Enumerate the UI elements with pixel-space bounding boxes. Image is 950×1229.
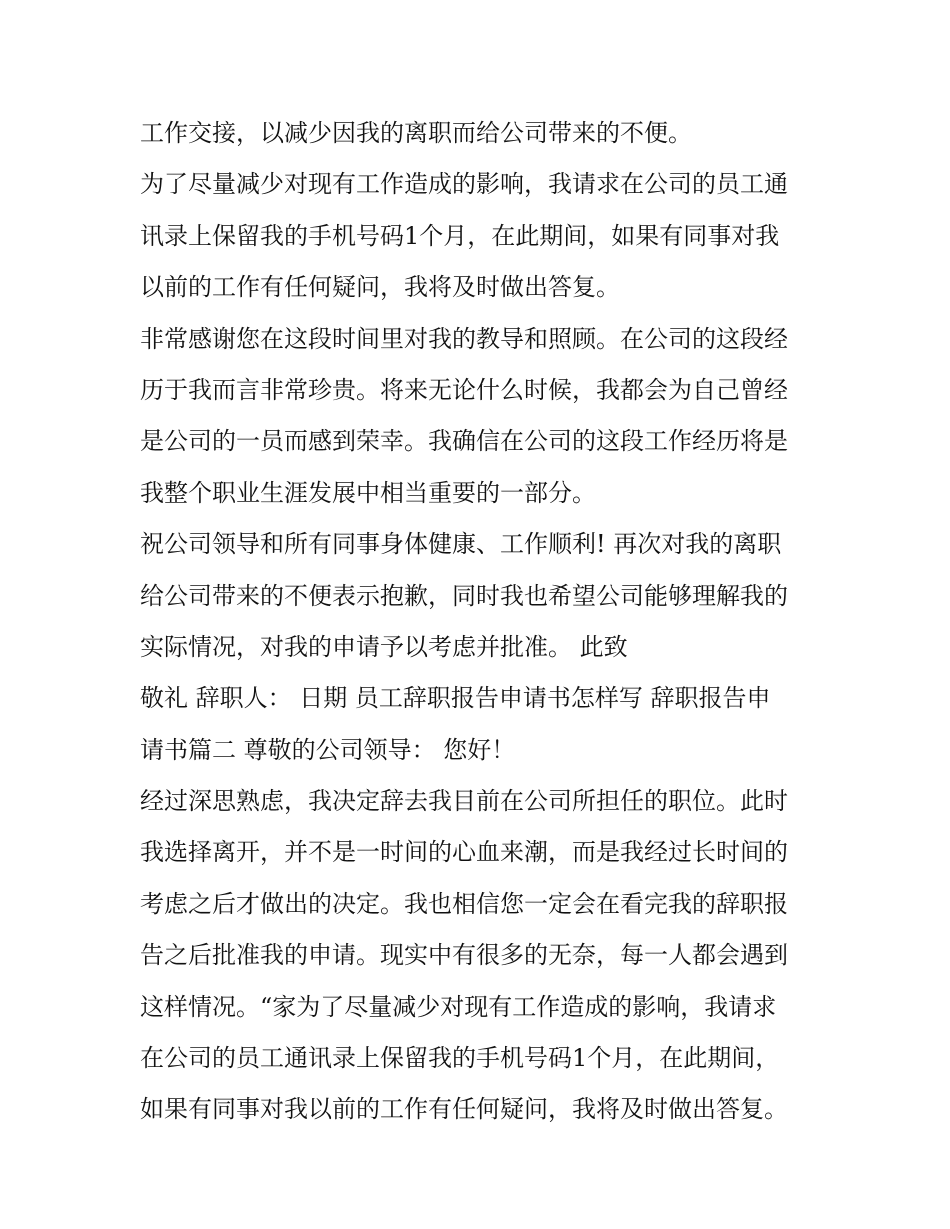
document-body [140,108,820,1136]
text-line: 我选择离开，并不是一时间的心血来潮，而是我经过长时间的 [140,838,788,867]
text-line: 历于我而言非常珍贵。将来无论什么时候，我都会为自己曾经 [140,375,788,404]
text-line: 给公司带来的不便表示抱歉，同时我也希望公司能够理解我的 [140,581,788,610]
text-line: 这样情况。“家为了尽量减少对现有工作造成的影响，我请求 [140,992,777,1021]
text-line: 工作交接，以减少因我的离职而给公司带来的不便。 [140,119,692,147]
text-line: 我整个职业生涯发展中相当重要的一部分。 [140,478,596,507]
text-line: 以前的工作有任何疑问，我将及时做出答复。 [140,273,620,302]
text-line: 在公司的员工通讯录上保留我的手机号码1个月，在此期间， [140,1044,780,1073]
text-line: 敬礼 辞职人： 日期 员工辞职报告申请书怎样写 辞职报告申 [140,684,771,713]
text-line: 实际情况，对我的申请予以考虑并批准。 此致 [140,632,628,661]
text-line: 是公司的一员而感到荣幸。我确信在公司的这段工作经历将是 [140,427,788,456]
text-line: 告之后批准我的申请。现实中有很多的无奈，每一人都会遇到 [140,941,788,970]
text-line: 为了尽量减少对现有工作造成的影响，我请求在公司的员工通 [140,170,788,199]
text-line: 祝公司领导和所有同事身体健康、工作顺利! 再次对我的离职 [140,530,782,559]
text-line: 讯录上保留我的手机号码1个月，在此期间，如果有同事对我 [140,221,780,250]
text-line: 请书篇二 尊敬的公司领导： 您好！ [140,735,516,764]
text-line: 经过深思熟虑，我决定辞去我目前在公司所担任的职位。此时 [140,787,788,816]
text-line: 如果有同事对我以前的工作有任何疑问，我将及时做出答复。 [140,1095,788,1124]
text-line: 非常感谢您在这段时间里对我的教导和照顾。在公司的这段经 [140,324,788,353]
text-line: 考虑之后才做出的决定。我也相信您一定会在看完我的辞职报 [140,889,788,918]
